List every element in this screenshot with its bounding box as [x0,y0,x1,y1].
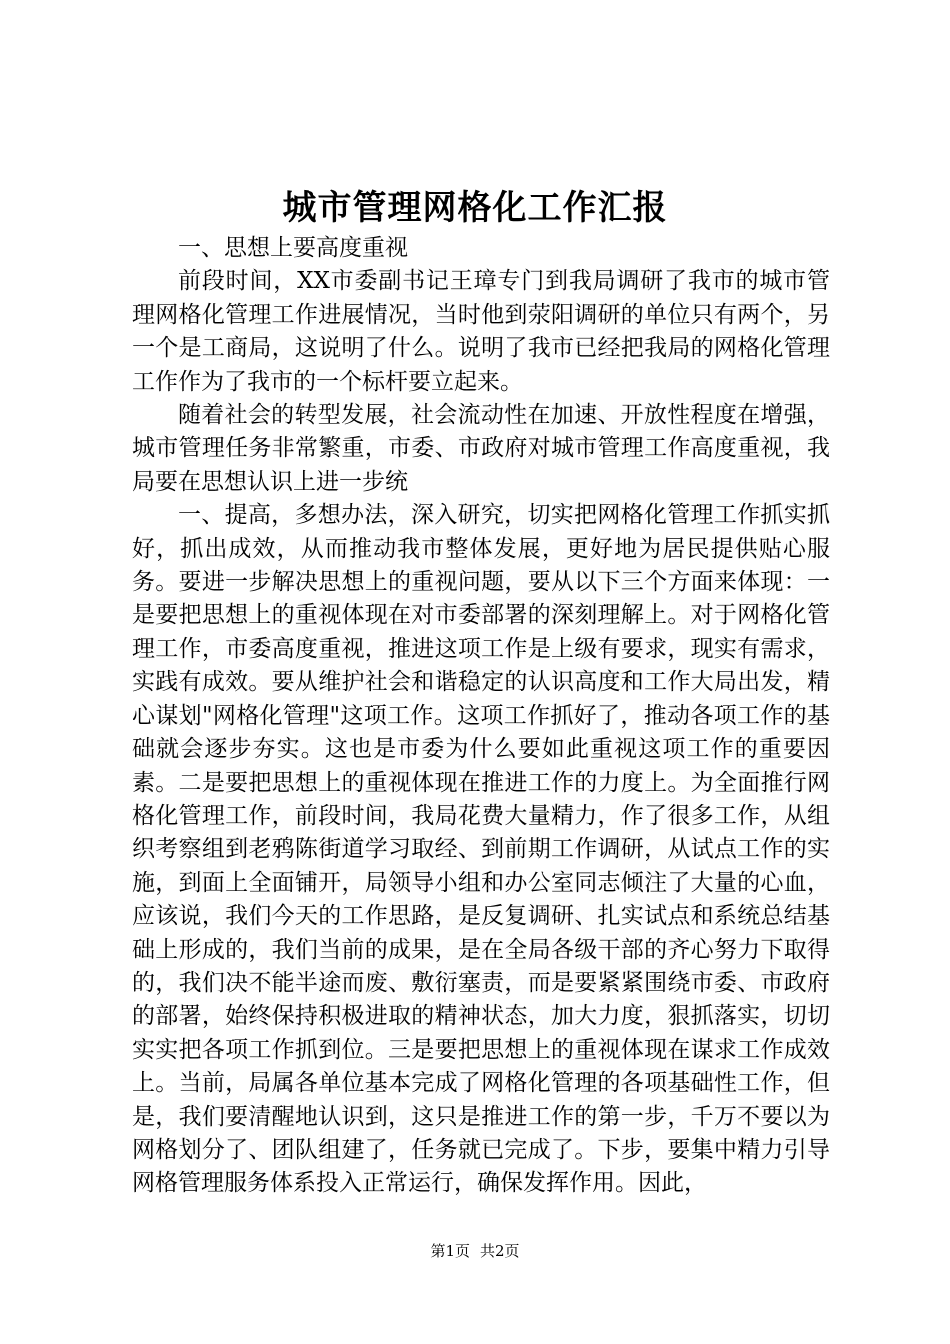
document-body [132,232,830,1201]
page-number: 第1页 [430,1242,470,1260]
paragraph: 前段时间，XX市委副书记王璋专门到我局调研了我市的城市管理网格化管理工作进展情况，当时他到荥阳调研的单位只有两个，另一个是工商局，这说明了什么。说明了我市已经把我局的网格化管理工作作为了我市的一个标杆要立起来。 [132,268,830,395]
paragraph: 随着社会的转型发展，社会流动性在加速、开放性程度在增强，城市管理任务非常繁重，市委、市政府对城市管理工作高度重视，我局要在思想认识上进一步统 [132,402,830,495]
document-title: 城市管理网格化工作汇报 [282,188,668,228]
paragraph: 一、提高，多想办法，深入研究，切实把网格化管理工作抓实抓好，抓出成效，从而推动我市整体发展，更好地为居民提供贴心服务。要进一步解决思想上的重视问题，要从以下三个方面来体现：一是要把思想上的重视体现在对市委部署的深刻理解上。对于网格化管理工作，市委高度重视，推进这项工作是上级有要求，现实有需求，实践有成效。要从维护社会和谐稳定的认识高度和工作大局出发，精心谋划"网格化管理"这项工作。这项工作抓好了，推动各项工作的基础就会逐步夯实。这也是市委为什么要如此重视这项工作的重要因素。二是要把思想上的重视体现在推进工作的力度上。为全面推行网格化管理工作，前段时间，我局花费大量精力，作了很多工作，从组织考察组到老鸦陈街道学习取经、到前期工作调研，从试点工作的实施，到面上全面铺开，局领导小组和办公室同志倾注了大量的心血，应该说，我们今天的工作思路，是反复调研、扎实试点和系统总结基础上形成的，我们当前的成果，是在全局各级干部的齐心努力下取得的，我们决不能半途而废、敷衍塞责，而是要紧紧围绕市委、市政府的部署，始终保持积极进取的精神状态，加大力度，狠抓落实，切切实实把各项工作抓到位。三是要把思想上的重视体现在谋求工作成效上。当前，局属各单位基本完成了网格化管理的各项基础性工作，但是，我们要清醒地认识到，这只是推进工作的第一步，千万不要以为网格划分了、团队组建了，任务就已完成了。下步，要集中精力引导网格管理服务体系投入正常运行，确保发挥作用。因此， [132,502,830,1197]
page-footer [0,1241,950,1261]
page-total: 共2页 [480,1242,520,1260]
section-heading: 一、思想上要高度重视 [178,235,408,261]
